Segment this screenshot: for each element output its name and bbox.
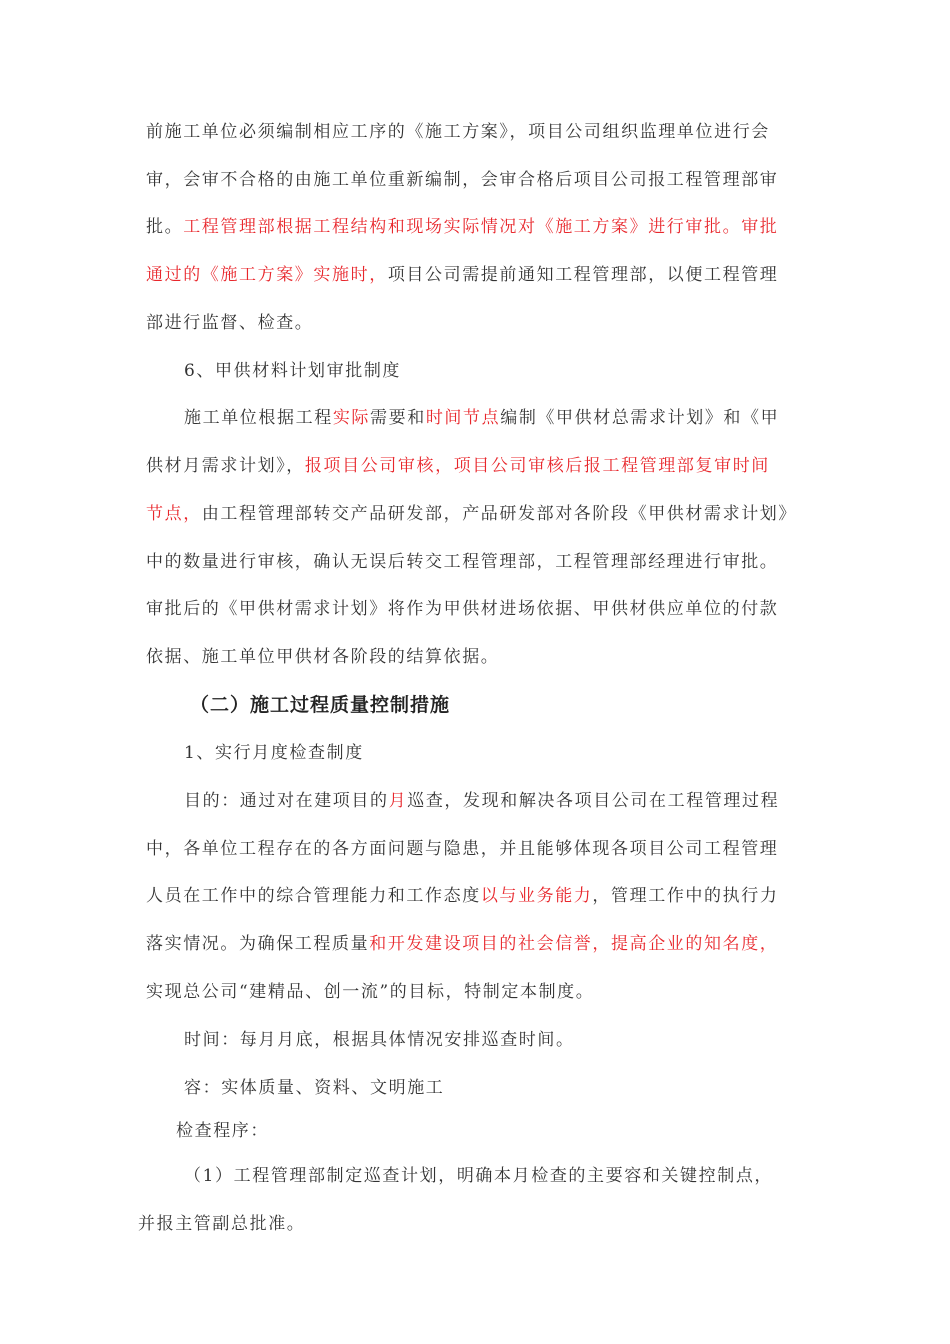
body-text: 审，会审不合格的由施工单位重新编制，会审合格后项目公司报工程管理部审 bbox=[146, 170, 779, 190]
body-text: 依据、施工单位甲供材各阶段的结算依据。 bbox=[146, 647, 500, 667]
body-text: 中，各单位工程存在的各方面问题与隐患，并且能够体现各项目公司工程管理 bbox=[146, 839, 779, 859]
section-heading: （二）施工过程质量控制措施 bbox=[190, 694, 451, 716]
body-text: 时间：每月月底，根据具体情况安排巡查时间。 bbox=[184, 1030, 575, 1050]
body-text: 检查程序： bbox=[176, 1121, 269, 1141]
body-text: 审批后的《甲供材需求计划》将作为甲供材进场依据、甲供材供应单位的付款 bbox=[146, 599, 779, 619]
highlighted-text: 节点， bbox=[146, 504, 202, 524]
paragraph-line bbox=[184, 1028, 844, 1052]
body-text: 人员在工作中的综合管理能力和工作态度 bbox=[146, 886, 481, 906]
body-text: 前施工单位必须编制相应工序的《施工方案》，项目公司组织监理单位进行会 bbox=[146, 122, 770, 142]
highlighted-text: 以与业务能力 bbox=[480, 886, 593, 906]
paragraph-line bbox=[146, 454, 806, 478]
paragraph-line bbox=[146, 263, 806, 287]
body-text: 施工单位根据工程 bbox=[184, 408, 333, 428]
highlighted-text: 和开发建设项目的社会信誉，提高企业的知名度， bbox=[369, 934, 779, 954]
paragraph-line bbox=[146, 168, 806, 192]
body-text: 容：实体质量、资料、文明施工 bbox=[184, 1078, 445, 1098]
paragraph-line bbox=[146, 645, 806, 669]
paragraph-line bbox=[184, 1164, 844, 1188]
body-text: 实现总公司“建精品、创一流”的目标，特制定本制度。 bbox=[146, 982, 595, 1002]
paragraph-line bbox=[176, 1119, 836, 1143]
body-text: 目的：通过对在建项目的 bbox=[184, 791, 389, 811]
paragraph-line bbox=[184, 1076, 844, 1100]
body-text: 并报主管副总批准。 bbox=[138, 1214, 306, 1234]
paragraph-line bbox=[146, 837, 806, 861]
list-item-heading bbox=[184, 741, 844, 765]
body-text: 1、实行月度检查制度 bbox=[184, 743, 364, 763]
body-text: 落实情况。为确保工程质量 bbox=[146, 934, 370, 954]
body-text: 需要和 bbox=[370, 408, 426, 428]
paragraph-line bbox=[146, 550, 806, 574]
body-text: 供材月需求计划》， bbox=[146, 456, 305, 476]
paragraph-line bbox=[146, 215, 806, 239]
paragraph-line bbox=[146, 120, 806, 144]
body-text: 巡查，发现和解决各项目公司在工程管理过程 bbox=[407, 791, 780, 811]
body-text: （1）工程管理部制定巡查计划，明确本月检查的主要容和关键控制点， bbox=[184, 1166, 774, 1186]
paragraph-line bbox=[146, 884, 806, 908]
body-text: 批。 bbox=[146, 217, 184, 237]
paragraph-line bbox=[138, 1212, 798, 1236]
highlighted-text: 时间节点 bbox=[425, 408, 501, 428]
body-text: 中的数量进行审核，确认无误后转交工程管理部，工程管理部经理进行审批。 bbox=[146, 552, 779, 572]
paragraph-line bbox=[146, 502, 806, 526]
body-text: 由工程管理部转交产品研发部，产品研发部对各阶段《甲供材需求计划》 bbox=[201, 504, 798, 524]
paragraph-line bbox=[146, 932, 806, 956]
list-item-heading bbox=[184, 359, 844, 383]
highlighted-text: 月 bbox=[388, 791, 408, 811]
highlighted-text: 实际 bbox=[332, 408, 371, 428]
highlighted-text: 工程管理部根据工程结构和现场实际情况对《施工方案》进行审批。审批 bbox=[183, 217, 779, 237]
paragraph-line bbox=[184, 406, 844, 430]
body-text: ，管理工作中的执行力 bbox=[592, 886, 779, 906]
body-text: 6、甲供材料计划审批制度 bbox=[184, 361, 402, 381]
paragraph-line bbox=[146, 980, 806, 1004]
body-text: 项目公司需提前通知工程管理部，以便工程管理 bbox=[387, 265, 779, 285]
paragraph-line bbox=[146, 597, 806, 621]
body-text: 编制《甲供材总需求计划》和《甲 bbox=[500, 408, 780, 428]
paragraph-line bbox=[184, 789, 844, 813]
body-text: 部进行监督、检查。 bbox=[146, 313, 314, 333]
paragraph-line bbox=[146, 311, 806, 335]
highlighted-text: 报项目公司审核，项目公司审核后报工程管理部复审时间 bbox=[304, 456, 770, 476]
highlighted-text: 通过的《施工方案》实施时， bbox=[146, 265, 388, 285]
